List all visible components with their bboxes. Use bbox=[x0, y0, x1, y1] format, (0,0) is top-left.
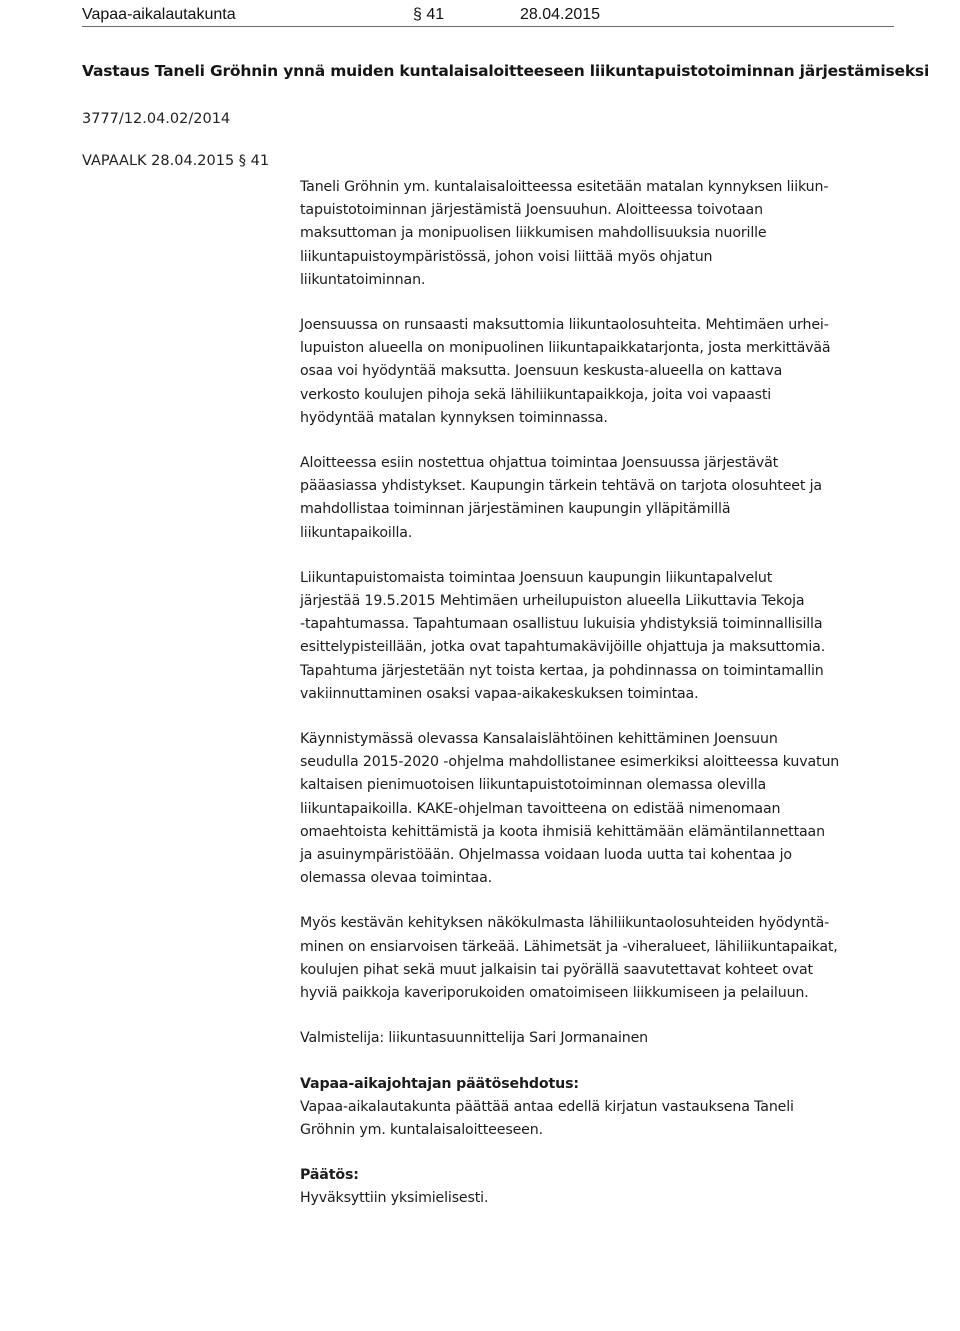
text-line: hyödyntää matalan kynnyksen toiminnassa. bbox=[300, 409, 608, 426]
proposal-section bbox=[300, 1073, 894, 1143]
text-line: järjestää 19.5.2015 Mehtimäen urheilupuiston alueella Liikuttavia Tekoja bbox=[300, 593, 805, 610]
text-line: Taneli Gröhnin ym. kuntalaisaloitteessa esitetään matalan kynnyksen liikun- bbox=[300, 179, 829, 195]
paragraph-kake-program bbox=[300, 728, 894, 890]
paragraph-event bbox=[300, 567, 894, 706]
text-line: -tapahtumassa. Tapahtumaan osallistuu lukuisia yhdistyksiä toiminnallisilla bbox=[300, 616, 823, 633]
text-line: esittelypisteillään, jotka ovat tapahtumakävijöille ohjattuja ja maksuttomia. bbox=[300, 639, 826, 656]
decision-text: Hyväksyttiin yksimielisesti. bbox=[300, 1190, 489, 1207]
text-line: Aloitteessa esiin nostettua ohjattua toimintaa Joensuussa järjestävät bbox=[300, 455, 779, 472]
text-line: mahdollistaa toiminnan järjestäminen kaupungin ylläpitämillä bbox=[300, 501, 731, 518]
header-body-name: Vapaa-aikalautakunta bbox=[82, 6, 236, 23]
text-line: seudulla 2015-2020 -ohjelma mahdollistanee esimerkiksi aloitteessa kuvatun bbox=[300, 754, 840, 771]
document-body bbox=[300, 176, 894, 1233]
record-reference: 3777/12.04.02/2014 bbox=[82, 111, 231, 127]
text-line: liikuntapaikoilla. bbox=[300, 524, 413, 541]
text-line: omaehtoista kehittämistä ja koota ihmisiä kehittämään elämäntilannettaan bbox=[300, 823, 825, 840]
text-line: koulujen pihat sekä muut jalkaisin tai pyörällä saavutettavat kohteet ovat bbox=[300, 961, 813, 978]
document-title: Vastaus Taneli Gröhnin ynnä muiden kuntalaisaloitteeseen liikuntapuistotoiminnan järjestämiseksi bbox=[82, 62, 930, 80]
text-line: tapuistotoiminnan järjestämistä Joensuuhun. Aloitteessa toivotaan bbox=[300, 202, 763, 219]
text-line: maksuttoman ja monipuolisen liikkumisen mahdollisuuksia nuorille bbox=[300, 225, 767, 242]
text-line: liikuntatoiminnan. bbox=[300, 271, 426, 288]
header-date: 28.04.2015 bbox=[520, 6, 601, 23]
decision-heading: Päätös: bbox=[300, 1167, 359, 1184]
text-line: Tapahtuma järjestetään nyt toista kertaa, ja pohdinnassa on toimintamallin bbox=[300, 662, 824, 679]
paragraph-initiative bbox=[300, 176, 894, 292]
text-line: Gröhnin ym. kuntalaisaloitteeseen. bbox=[300, 1121, 543, 1138]
text-line: Käynnistymässä olevassa Kansalaislähtöinen kehittäminen Joensuun bbox=[300, 731, 778, 748]
text-line: olemassa olevaa toimintaa. bbox=[300, 870, 492, 887]
text-line: kaltaisen pienimuotoisen liikuntapuistotoiminnan olemassa olevilla bbox=[300, 777, 767, 794]
preparer-line: Valmistelija: liikuntasuunnittelija Sari Jormanainen bbox=[300, 1030, 649, 1047]
text-line: hyviä paikkoja kaveriporukoiden omatoimiseen liikkumiseen ja pelailuun. bbox=[300, 985, 809, 1002]
decision-section bbox=[300, 1164, 894, 1210]
text-line: Joensuussa on runsaasti maksuttomia liikuntaolosuhteita. Mehtimäen urhei- bbox=[300, 317, 829, 334]
text-line: Liikuntapuistomaista toimintaa Joensuun kaupungin liikuntapalvelut bbox=[300, 569, 773, 586]
text-line: osaa voi hyödyntää maksutta. Joensuun keskusta-alueella on kattava bbox=[300, 363, 783, 380]
text-line: verkosto koulujen pihoja sekä lähiliikuntapaikkoja, joita voi vapaasti bbox=[300, 386, 772, 403]
text-line: lupuiston alueella on monipuolinen liikuntapaikkatarjonta, josta merkittävää bbox=[300, 340, 831, 357]
meeting-reference: VAPAALK 28.04.2015 § 41 bbox=[82, 153, 270, 169]
paragraph-associations bbox=[300, 452, 894, 545]
paragraph-preparer bbox=[300, 1027, 894, 1050]
text-line: vakiinnuttaminen osaksi vapaa-aikakeskuksen toimintaa. bbox=[300, 685, 699, 702]
text-line: liikuntapuistoympäristössä, johon voisi liittää myös ohjatun bbox=[300, 248, 713, 265]
text-line: Myös kestävän kehityksen näkökulmasta lähiliikuntaolosuhteiden hyödyntä- bbox=[300, 915, 830, 932]
text-line: Vapaa-aikalautakunta päättää antaa edellä kirjatun vastauksena Taneli bbox=[300, 1098, 794, 1115]
text-line: minen on ensiarvoisen tärkeää. Lähimetsät ja -viheralueet, lähiliikuntapaikat, bbox=[300, 938, 838, 955]
paragraph-facilities bbox=[300, 314, 894, 430]
paragraph-sustainability bbox=[300, 912, 894, 1005]
header-section-number: § 41 bbox=[413, 6, 445, 23]
text-line: ja asuinympäristöään. Ohjelmassa voidaan luoda uutta tai kohentaa jo bbox=[300, 847, 792, 864]
page-header bbox=[82, 6, 894, 27]
text-line: liikuntapaikoilla. KAKE-ohjelman tavoitteena on edistää nimenomaan bbox=[300, 800, 781, 817]
proposal-heading: Vapaa-aikajohtajan päätösehdotus: bbox=[300, 1075, 579, 1092]
text-line: pääasiassa yhdistykset. Kaupungin tärkein tehtävä on tarjota olosuhteet ja bbox=[300, 478, 822, 495]
